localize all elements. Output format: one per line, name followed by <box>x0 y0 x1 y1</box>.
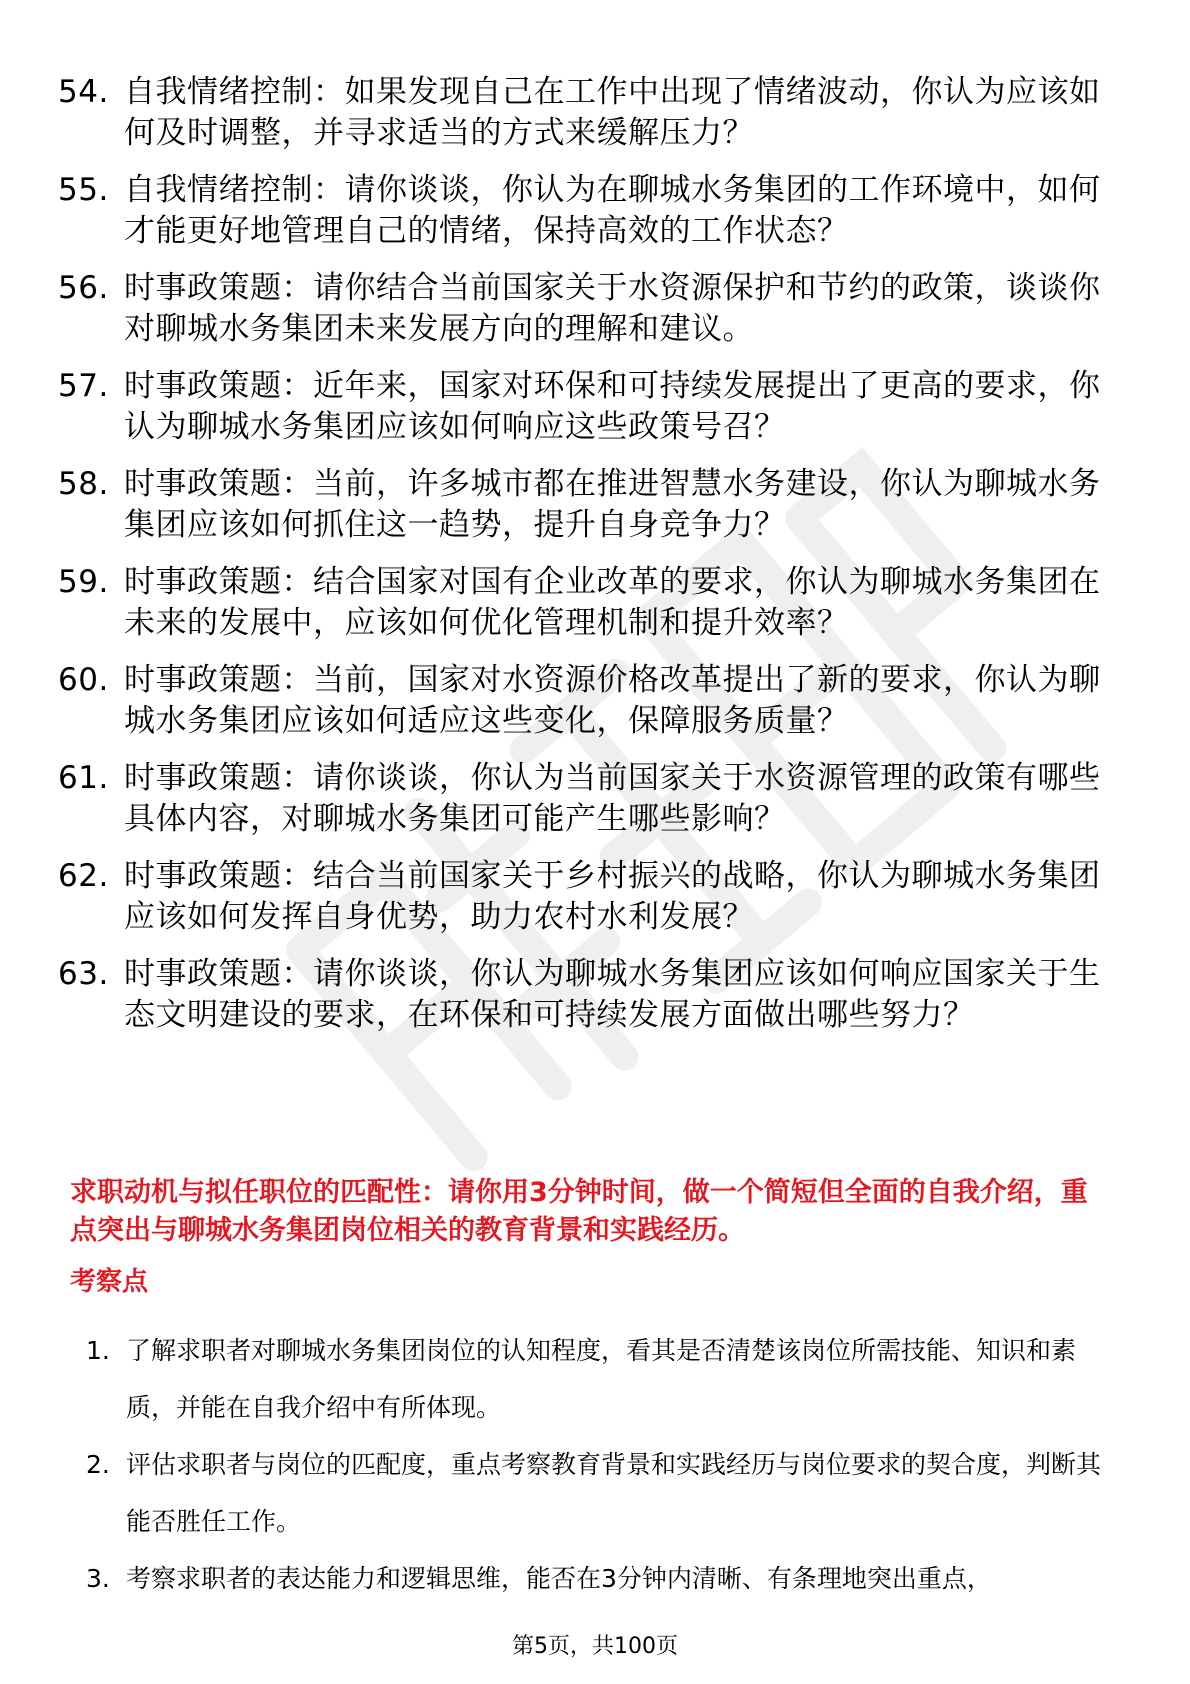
page-number-footer: 第5页，共100页 <box>512 1634 678 1659</box>
question-text: 时事政策题：结合国家对国有企业改革的要求，你认为聊城水务集团在未来的发展中，应该如何优化管理机制和提升效率？ <box>124 564 1101 641</box>
question-number: 57. <box>58 368 109 404</box>
section-subheading: 考察点 <box>70 1267 149 1297</box>
question-item <box>58 562 1118 644</box>
question-item <box>58 660 1118 742</box>
question-number: 55. <box>58 172 109 208</box>
point-number: 3. <box>86 1564 110 1593</box>
assessment-points-list <box>86 1322 1116 1607</box>
question-item <box>58 758 1118 840</box>
question-text: 时事政策题：当前，许多城市都在推进智慧水务建设，你认为聊城水务集团应该如何抓住这一趋势，提升自身竞争力？ <box>124 466 1101 543</box>
question-number: 60. <box>58 662 109 698</box>
question-text: 时事政策题：请你谈谈，你认为聊城水务集团应该如何响应国家关于生态文明建设的要求，在环保和可持续发展方面做出哪些努力？ <box>124 956 1101 1033</box>
question-item <box>58 170 1118 252</box>
question-number: 58. <box>58 466 109 502</box>
question-number: 54. <box>58 74 109 110</box>
assessment-point <box>86 1550 1116 1607</box>
question-text: 时事政策题：当前，国家对水资源价格改革提出了新的要求，你认为聊城水务集团应该如何适应这些变化，保障服务质量？ <box>124 662 1101 739</box>
point-text: 考察求职者的表达能力和逻辑思维，能否在3分钟内清晰、有条理地突出重点， <box>126 1564 992 1593</box>
question-text: 自我情绪控制：请你谈谈，你认为在聊城水务集团的工作环境中，如何才能更好地管理自己的情绪，保持高效的工作状态？ <box>124 172 1101 249</box>
question-item <box>58 366 1118 448</box>
assessment-point <box>86 1322 1116 1436</box>
question-text: 时事政策题：近年来，国家对环保和可持续发展提出了更高的要求，你认为聊城水务集团应该如何响应这些政策号召？ <box>124 368 1101 445</box>
question-item <box>58 856 1118 938</box>
question-number: 62. <box>58 858 109 894</box>
question-text: 时事政策题：结合当前国家关于乡村振兴的战略，你认为聊城水务集团应该如何发挥自身优势，助力农村水利发展？ <box>124 858 1101 935</box>
question-item <box>58 268 1118 350</box>
point-text: 了解求职者对聊城水务集团岗位的认知程度，看其是否清楚该岗位所需技能、知识和素质，并能在自我介绍中有所体现。 <box>126 1336 1077 1422</box>
question-text: 时事政策题：请你谈谈，你认为当前国家关于水资源管理的政策有哪些具体内容，对聊城水务集团可能产生哪些影响？ <box>124 760 1101 837</box>
point-number: 2. <box>86 1450 110 1479</box>
assessment-point <box>86 1436 1116 1550</box>
section-heading: 求职动机与拟任职位的匹配性：请你用3分钟时间，做一个简短但全面的自我介绍，重点突出与聊城水务集团岗位相关的教育背景和实践经历。 <box>70 1177 1088 1246</box>
question-list <box>58 72 1118 1052</box>
question-number: 63. <box>58 956 109 992</box>
point-text: 评估求职者与岗位的匹配度，重点考察教育背景和实践经历与岗位要求的契合度，判断其能否胜任工作。 <box>126 1450 1102 1536</box>
question-item <box>58 72 1118 154</box>
point-number: 1. <box>86 1336 110 1365</box>
question-number: 61. <box>58 760 109 796</box>
question-item <box>58 464 1118 546</box>
question-item <box>58 954 1118 1036</box>
question-number: 56. <box>58 270 109 306</box>
question-number: 59. <box>58 564 109 600</box>
question-text: 时事政策题：请你结合当前国家关于水资源保护和节约的政策，谈谈你对聊城水务集团未来发展方向的理解和建议。 <box>124 270 1101 347</box>
question-text: 自我情绪控制：如果发现自己在工作中出现了情绪波动，你认为应该如何及时调整，并寻求适当的方式来缓解压力？ <box>124 74 1101 151</box>
